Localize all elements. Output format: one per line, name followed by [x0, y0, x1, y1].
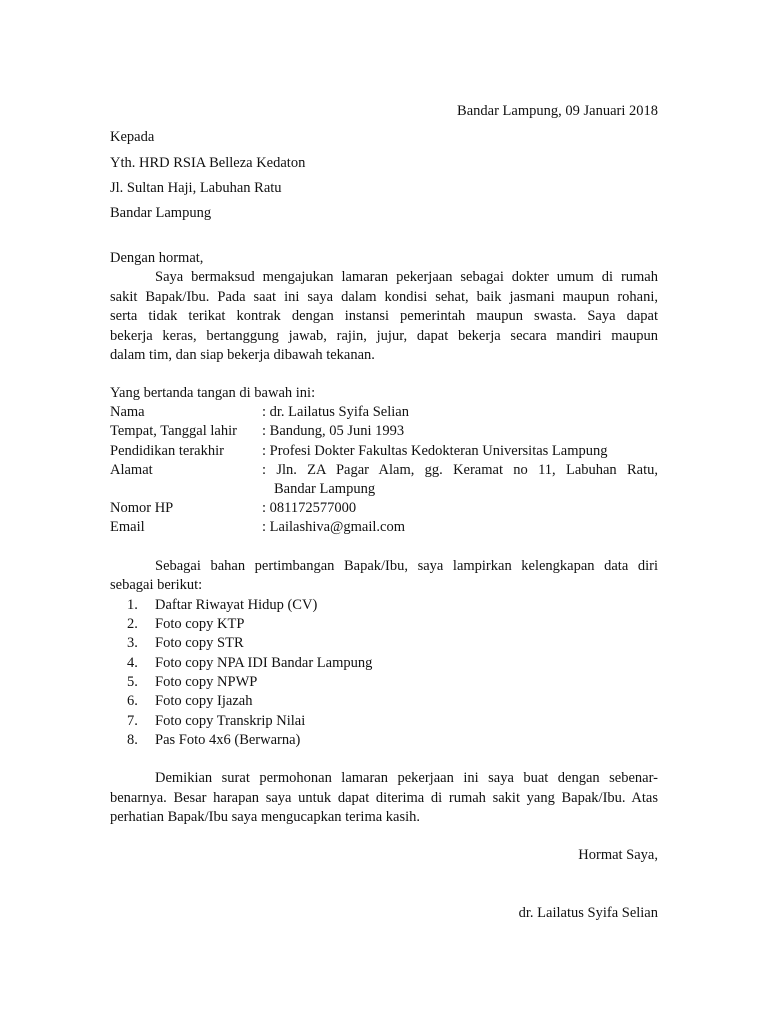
paragraph3-line: perhatian Bapak/Ibu saya mengucapkan terima kasih. [110, 809, 421, 825]
attachment-number: 6. [127, 693, 138, 709]
attachment-item: Foto copy NPWP [155, 674, 258, 690]
attachment-number: 4. [127, 655, 138, 671]
greeting: Dengan hormat, [110, 250, 204, 266]
attachment-number: 1. [127, 597, 138, 613]
date-line: Bandar Lampung, 09 Januari 2018 [457, 103, 658, 119]
attachment-item: Foto copy Ijazah [155, 693, 253, 709]
attachment-item: Foto copy Transkrip Nilai [155, 713, 306, 729]
attachment-number: 3. [127, 635, 138, 651]
attachment-item: Foto copy STR [155, 635, 244, 651]
signature-name: dr. Lailatus Syifa Selian [518, 905, 658, 921]
recipient-line-1: Kepada [110, 129, 155, 145]
attachment-number: 2. [127, 616, 138, 632]
education-label: Pendidikan terakhir [110, 443, 224, 459]
paragraph1-line: Saya bermaksud mengajukan lamaran pekerjaan sebagai dokter umum di rumah [155, 269, 658, 285]
birth-label: Tempat, Tanggal lahir [110, 423, 237, 439]
address-label: Alamat [110, 462, 153, 478]
attachment-number: 5. [127, 674, 138, 690]
recipient-line-2: Yth. HRD RSIA Belleza Kedaton [110, 155, 306, 171]
name-label: Nama [110, 404, 145, 420]
attachment-item: Pas Foto 4x6 (Berwarna) [155, 732, 301, 748]
address-value: : Jln. ZA Pagar Alam, gg. Keramat no 11, Labuhan Ratu, [262, 462, 658, 478]
paragraph2-line: sebagai berikut: [110, 577, 203, 593]
phone-value: : 081172577000 [262, 500, 357, 516]
recipient-line-3: Jl. Sultan Haji, Labuhan Ratu [110, 180, 282, 196]
phone-label: Nomor HP [110, 500, 174, 516]
email-label: Email [110, 519, 145, 535]
paragraph1-line: bekerja keras, bertanggung jawab, rajin, jujur, dapat bekerja secara mandiri maupun [110, 328, 658, 344]
attachment-item: Foto copy NPA IDI Bandar Lampung [155, 655, 373, 671]
birth-value: : Bandung, 05 Juni 1993 [262, 423, 405, 439]
paragraph1-line: dalam tim, dan siap bekerja dibawah tekanan. [110, 347, 375, 363]
paragraph1-line: serta tidak terikat kontrak dengan instansi pemerintah maupun swasta. Saya dapat [110, 308, 658, 324]
paragraph1-line: sakit Bapak/Ibu. Pada saat ini saya dalam kondisi sehat, baik jasmani maupun rohani, [110, 289, 658, 305]
paragraph3-line: Demikian surat permohonan lamaran pekerjaan ini saya buat dengan sebenar- [155, 770, 658, 786]
attachment-item: Daftar Riwayat Hidup (CV) [155, 597, 318, 613]
closing: Hormat Saya, [578, 847, 658, 863]
email-value: : Lailashiva@gmail.com [262, 519, 406, 535]
education-value: : Profesi Dokter Fakultas Kedokteran Universitas Lampung [262, 443, 608, 459]
paragraph3-line: benarnya. Besar harapan saya untuk dapat diterima di rumah sakit yang Bapak/Ibu. Atas [110, 790, 658, 806]
recipient-line-4: Bandar Lampung [110, 205, 212, 221]
address-value-continued: Bandar Lampung [274, 481, 376, 497]
attachment-number: 8. [127, 732, 138, 748]
identity-intro: Yang bertanda tangan di bawah ini: [110, 385, 316, 401]
attachment-item: Foto copy KTP [155, 616, 245, 632]
name-value: : dr. Lailatus Syifa Selian [262, 404, 409, 420]
attachment-number: 7. [127, 713, 138, 729]
paragraph2-line: Sebagai bahan pertimbangan Bapak/Ibu, saya lampirkan kelengkapan data diri [155, 558, 658, 574]
